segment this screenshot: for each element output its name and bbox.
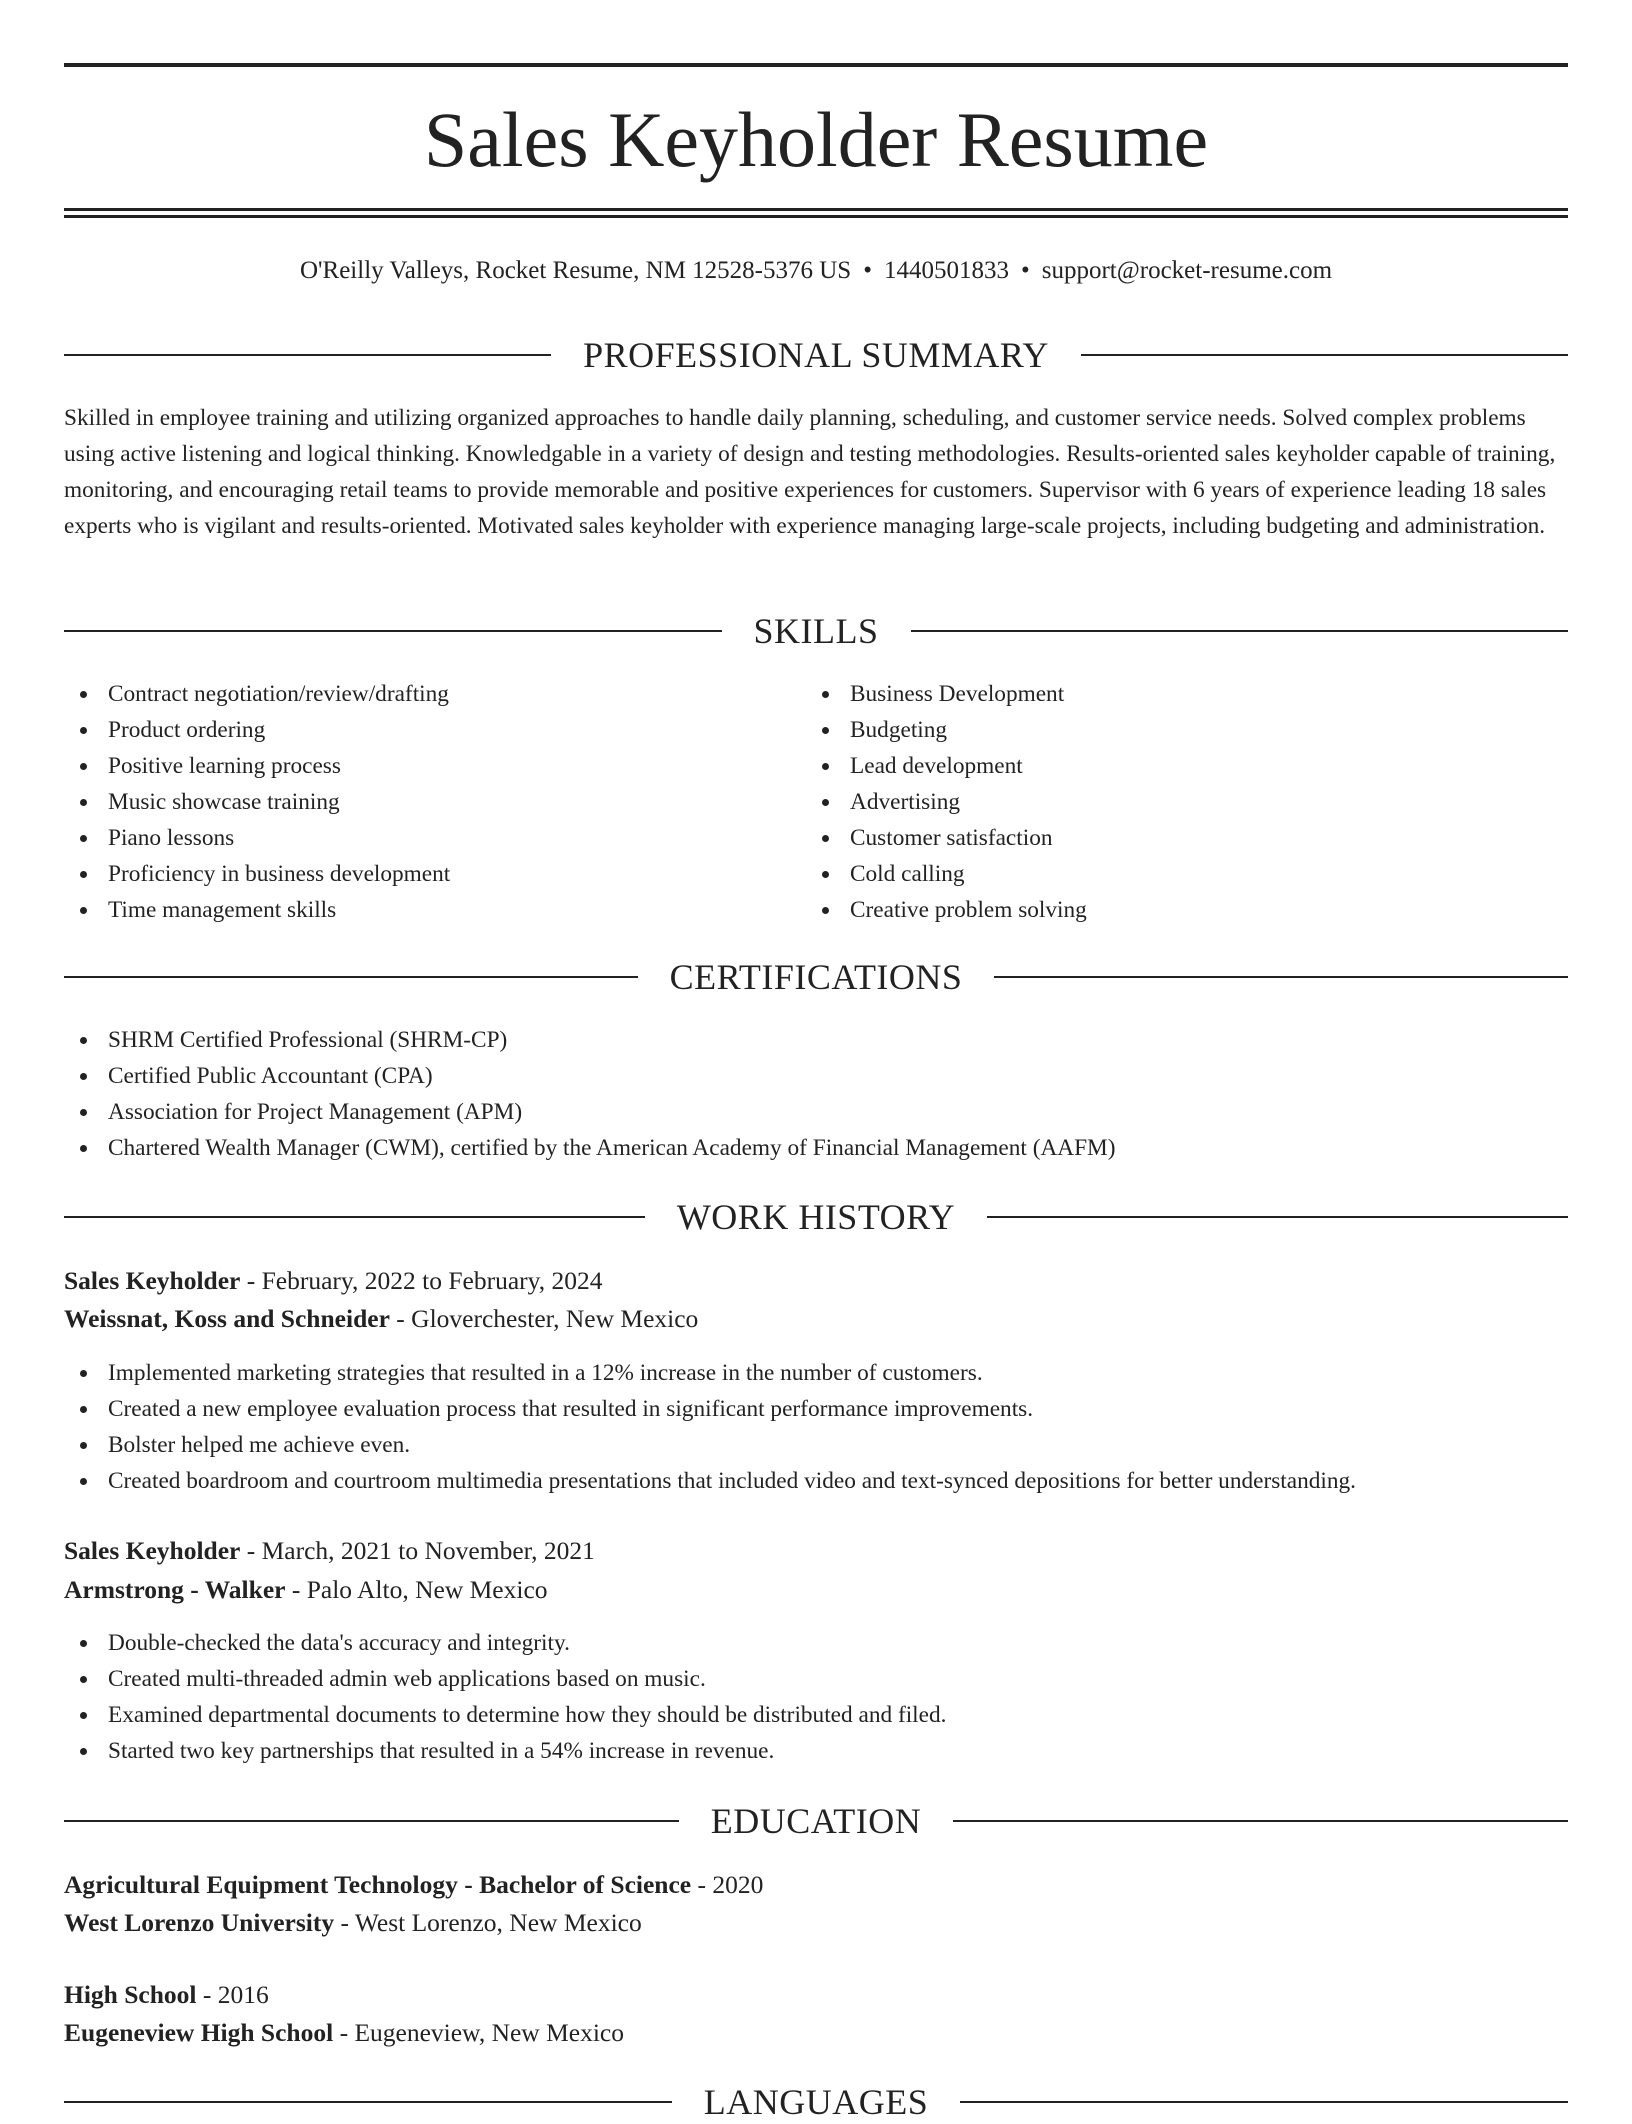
skill-item: Time management skills (64, 892, 450, 928)
skill-item: Proficiency in business development (64, 856, 450, 892)
section-title: SKILLS (753, 611, 879, 651)
job-bullets (64, 1625, 946, 1769)
section-heading-skills (64, 609, 1568, 653)
heading-rule-left (64, 976, 638, 978)
skills-list-left (64, 676, 450, 928)
contact-phone: 1440501833 (883, 257, 1009, 284)
job-role: Sales Keyholder (64, 1536, 241, 1565)
education-school-line (64, 2014, 1568, 2052)
skill-item: Piano lessons (64, 820, 450, 856)
job-location: - Gloverchester, New Mexico (389, 1304, 699, 1333)
skills-list-right (806, 676, 1087, 928)
skill-item: Budgeting (806, 712, 1087, 748)
job-bullet: Bolster helped me achieve even. (64, 1427, 1356, 1463)
certifications-list (64, 1022, 1116, 1166)
job-dates: - March, 2021 to November, 2021 (240, 1536, 595, 1565)
section-heading-work-history (64, 1195, 1568, 1239)
heading-rule-right (994, 976, 1568, 978)
job-role: Sales Keyholder (64, 1266, 241, 1295)
heading-rule-left (64, 354, 551, 356)
job-company: Weissnat, Koss and Schneider (64, 1304, 390, 1333)
certification-item: Certified Public Accountant (CPA) (64, 1058, 1116, 1094)
certification-item: SHRM Certified Professional (SHRM-CP) (64, 1022, 1116, 1058)
section-title: PROFESSIONAL SUMMARY (583, 335, 1049, 375)
job-bullet: Created boardroom and courtroom multimedia presentations that included video and text-synced depositions for better understanding. (64, 1463, 1356, 1499)
job-dates: - February, 2022 to February, 2024 (240, 1266, 603, 1295)
job-company-line (64, 1300, 1568, 1338)
job-title-line (64, 1532, 1568, 1570)
contact-line (64, 254, 1568, 288)
education-school-line (64, 1904, 1568, 1942)
job-company: Armstrong - Walker (64, 1575, 286, 1604)
job-bullet: Created a new employee evaluation process that resulted in significant performance improvements. (64, 1391, 1356, 1427)
education-school: Eugeneview High School (64, 2018, 334, 2047)
education-degree: Agricultural Equipment Technology - Bachelor of Science (64, 1870, 692, 1899)
education-year: - 2020 (691, 1870, 764, 1899)
skill-item: Creative problem solving (806, 892, 1087, 928)
resume-title: Sales Keyholder Resume (423, 96, 1209, 183)
section-title: CERTIFICATIONS (669, 957, 963, 997)
education-year: - 2016 (196, 1980, 269, 2009)
job-bullet: Examined departmental documents to determine how they should be distributed and filed. (64, 1697, 946, 1733)
certification-item: Chartered Wealth Manager (CWM), certified by the American Academy of Financial Management (AAFM) (64, 1130, 1116, 1166)
heading-rule-left (64, 2101, 672, 2103)
skill-item: Lead development (806, 748, 1087, 784)
skill-item: Advertising (806, 784, 1087, 820)
skill-item: Music showcase training (64, 784, 450, 820)
education-school: West Lorenzo University (64, 1908, 335, 1937)
heading-rule-right (1081, 354, 1568, 356)
education-location: - Eugeneview, New Mexico (333, 2018, 624, 2047)
heading-rule-right (953, 1820, 1568, 1822)
job-bullet: Created multi-threaded admin web applications based on music. (64, 1661, 946, 1697)
skill-item: Contract negotiation/review/drafting (64, 676, 450, 712)
education-degree-line (64, 1976, 1568, 2014)
skill-item: Business Development (806, 676, 1087, 712)
certification-item: Association for Project Management (APM) (64, 1094, 1116, 1130)
job-bullet: Double-checked the data's accuracy and integrity. (64, 1625, 946, 1661)
education-degree: High School (64, 1980, 197, 2009)
section-heading-languages (64, 2080, 1568, 2124)
job-bullet: Implemented marketing strategies that resulted in a 12% increase in the number of customers. (64, 1355, 1356, 1391)
summary-text: Skilled in employee training and utilizing organized approaches to handle daily planning, scheduling, and customer service needs. Solved complex problems using active listening and logical thinking. Knowledgable in a variety of design and testing methodologies. Results-oriented sales keyholder capable of training, monitoring, and encouraging retail teams to provide memorable and positive experiences for customers. Supervisor with 6 years of experience leading 18 sales experts who is vigilant and results-oriented. Motivated sales keyholder with experience managing large-scale projects, including budgeting and administration. (64, 405, 1556, 539)
heading-rule-left (64, 1216, 645, 1218)
job-location: - Palo Alto, New Mexico (285, 1575, 548, 1604)
heading-rule-left (64, 630, 722, 632)
heading-rule-right (987, 1216, 1568, 1218)
job-title-line (64, 1262, 1568, 1300)
skill-item: Customer satisfaction (806, 820, 1087, 856)
job-company-line (64, 1571, 1568, 1609)
job-bullets (64, 1355, 1356, 1499)
skill-item: Product ordering (64, 712, 450, 748)
education-location: - West Lorenzo, New Mexico (334, 1908, 642, 1937)
section-heading-summary (64, 333, 1568, 377)
header-rule-upper (64, 208, 1568, 211)
job-bullet: Started two key partnerships that resulted in a 54% increase in revenue. (64, 1733, 946, 1769)
contact-address: O'Reilly Valleys, Rocket Resume, NM 12528-5376 US (299, 257, 852, 284)
heading-rule-right (911, 630, 1569, 632)
contact-separator: • (863, 257, 872, 284)
heading-rule-left (64, 1820, 679, 1822)
contact-separator: • (1020, 257, 1030, 284)
heading-rule-right (960, 2101, 1568, 2103)
section-title: EDUCATION (710, 1801, 922, 1841)
section-title: LANGUAGES (703, 2082, 929, 2122)
skill-item: Cold calling (806, 856, 1087, 892)
contact-email: support@rocket-resume.com (1041, 257, 1333, 284)
header-top-rule (64, 63, 1568, 67)
skill-item: Positive learning process (64, 748, 450, 784)
section-heading-certifications (64, 955, 1568, 999)
education-degree-line (64, 1866, 1568, 1904)
section-heading-education (64, 1799, 1568, 1843)
header-rule-lower (64, 215, 1568, 218)
section-title: WORK HISTORY (676, 1197, 956, 1237)
